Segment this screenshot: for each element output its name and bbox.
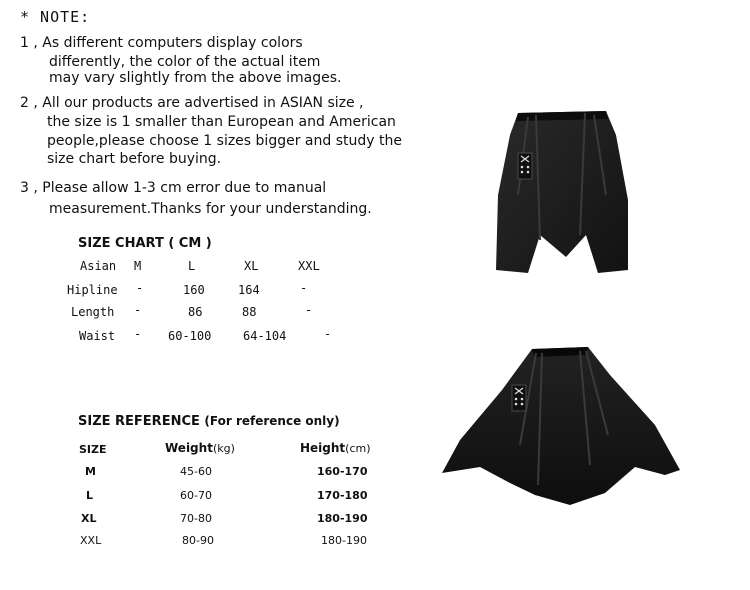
- logo-flat-dot-2: [521, 398, 524, 401]
- chart-row-length-l: 86: [188, 305, 203, 319]
- chart-row-waist-m: -: [134, 327, 142, 341]
- size-reference-subtitle: (For reference only): [204, 414, 340, 428]
- logo-dot-2: [527, 166, 530, 169]
- ref-header-height: [300, 441, 371, 455]
- chart-row-hipline-xl: 164: [238, 283, 260, 297]
- chart-header-l: L: [188, 259, 196, 273]
- garment-flat-body: [442, 347, 680, 505]
- ref-row-m-size: M: [85, 465, 96, 478]
- chart-row-length-xl: 88: [242, 305, 257, 319]
- chart-row-hipline-label: Hipline: [67, 283, 118, 297]
- logo-dot-1: [521, 166, 524, 169]
- note-item-1-line-2: differently, the color of the actual item: [49, 54, 321, 70]
- ref-row-m-weight: 45-60: [180, 465, 212, 478]
- ref-row-xxl-size: XXL: [80, 534, 102, 547]
- note-title: * NOTE:: [20, 8, 91, 26]
- note-item-3-line-2: measurement.Thanks for your understanding.: [49, 201, 372, 217]
- chart-header-m: M: [134, 259, 142, 273]
- note-item-3-line-1: 3 , Please allow 1-3 cm error due to manual: [20, 180, 327, 196]
- chart-row-waist-xxl: -: [324, 327, 332, 341]
- ref-row-xxl-height: 180-190: [321, 534, 367, 547]
- chart-row-length-label: Length: [71, 305, 115, 319]
- ref-header-weight-unit: (kg): [212, 442, 235, 455]
- chart-row-waist-l: 60-100: [168, 329, 212, 343]
- ref-header-weight: [165, 441, 235, 455]
- note-item-2-line-4: size chart before buying.: [47, 151, 222, 167]
- note-item-2-line-1: 2 , All our products are advertised in ASIAN size ,: [20, 95, 364, 111]
- logo-flat-dot-3: [515, 403, 518, 406]
- chart-row-hipline-l: 160: [183, 283, 205, 297]
- note-item-1-line-3: may vary slightly from the above images.: [49, 70, 342, 86]
- ref-row-m-height: 160-170: [317, 465, 368, 478]
- chart-row-waist-xl: 64-104: [243, 329, 287, 343]
- chart-row-waist-label: Waist: [79, 329, 116, 343]
- logo-dot-3: [521, 171, 524, 174]
- chart-header-asian: Asian: [80, 259, 117, 273]
- ref-header-height-label: Height: [300, 441, 346, 455]
- logo-dot-4: [527, 171, 530, 174]
- note-item-2-line-3: people,please choose 1 sizes bigger and study the: [47, 133, 402, 149]
- product-photo-flat: [440, 345, 685, 515]
- note-item-1-line-1: 1 , As different computers display colors: [20, 35, 303, 51]
- ref-row-xl-height: 180-190: [317, 512, 368, 525]
- ref-header-size: SIZE: [79, 443, 107, 456]
- ref-row-l-weight: 60-70: [180, 489, 212, 502]
- logo-flat-dot-1: [515, 398, 518, 401]
- ref-row-xl-weight: 70-80: [180, 512, 212, 525]
- size-chart-title: SIZE CHART ( CM ): [78, 236, 212, 251]
- ref-header-height-unit: (cm): [345, 442, 371, 455]
- note-item-2-line-2: the size is 1 smaller than European and American: [47, 114, 396, 130]
- chart-row-hipline-m: -: [136, 281, 144, 295]
- chart-header-xxl: XXL: [298, 259, 320, 273]
- product-photo-front: [488, 105, 638, 280]
- size-reference-title: [78, 414, 340, 429]
- chart-row-hipline-xxl: -: [300, 281, 308, 295]
- ref-row-l-height: 170-180: [317, 489, 368, 502]
- ref-row-xxl-weight: 80-90: [182, 534, 214, 547]
- ref-row-xl-size: XL: [81, 512, 97, 525]
- chart-row-length-xxl: -: [305, 303, 313, 317]
- ref-header-weight-label: Weight: [165, 441, 213, 455]
- chart-row-length-m: -: [134, 303, 142, 317]
- ref-row-l-size: L: [86, 489, 94, 502]
- logo-patch: [518, 153, 532, 179]
- chart-header-xl: XL: [244, 259, 259, 273]
- logo-flat-dot-4: [521, 403, 524, 406]
- size-reference-title-text: SIZE REFERENCE: [78, 414, 200, 429]
- logo-patch-flat: [512, 385, 526, 411]
- garment-body: [496, 111, 628, 273]
